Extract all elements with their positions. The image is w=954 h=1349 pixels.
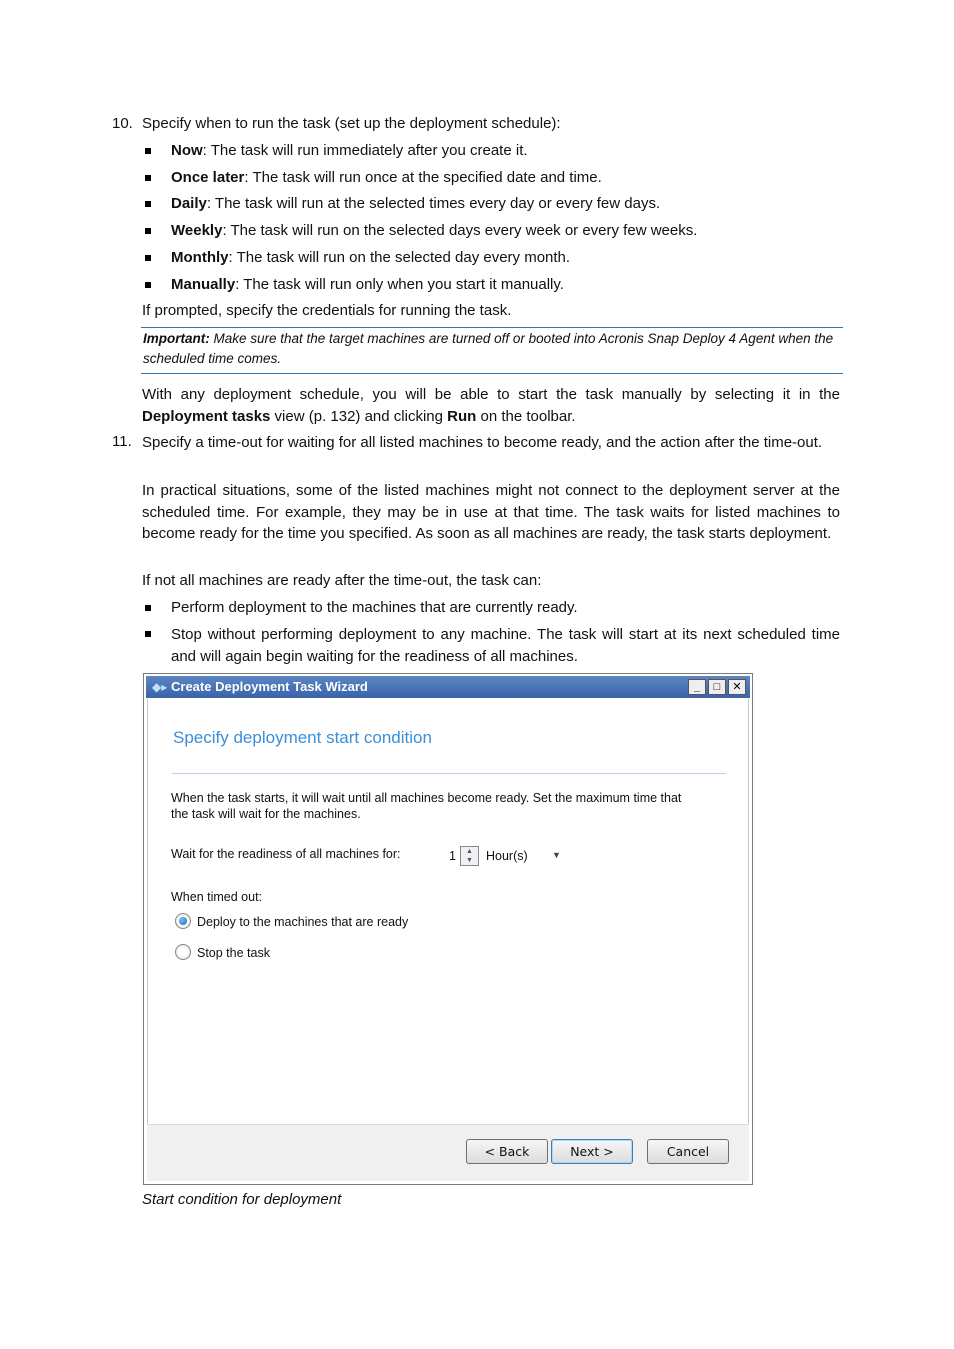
item11-text: Specify a time-out for waiting for all listed machines to become ready, and the action after the time-out. (142, 434, 823, 451)
title-bar[interactable] (146, 676, 750, 698)
schedule-paragraph: With any deployment schedule, you will be able to start the task manually by selecting it in the Deployment tasks view (p. 132) and clicking Run on the toolbar. (142, 386, 840, 425)
spin-down-icon[interactable]: ▼ (466, 857, 473, 864)
timeout-option-stop: Stop without performing deployment to any machine. The task will start at its next scheduled time and will again begin waiting for the readiness of all machines. (171, 626, 840, 665)
radio-stop-task[interactable] (175, 944, 191, 960)
item11-paragraph: In practical situations, some of the listed machines might not connect to the deployment server at the scheduled time. For example, they may be in use at that time. The task waits for listed machines to become ready for the time you specified. As soon as all machines are ready, the task starts deployment. (142, 482, 840, 542)
wait-value-input[interactable]: 1 (449, 849, 456, 863)
wizard-footer (147, 1124, 749, 1181)
window-title: Create Deployment Task Wizard (171, 679, 368, 694)
bullet-icon (145, 255, 151, 261)
radio-deploy-ready[interactable] (175, 913, 191, 929)
maximize-icon[interactable]: □ (708, 679, 726, 695)
figure-caption: Start condition for deployment (142, 1191, 342, 1208)
cancel-button[interactable]: Cancel (647, 1139, 729, 1164)
bullet-icon (145, 148, 151, 154)
spin-up-icon[interactable]: ▲ (466, 848, 473, 855)
option-manually: Manually: The task will run only when you start it manually. (171, 276, 564, 293)
radio-deploy-ready-label[interactable]: Deploy to the machines that are ready (197, 915, 409, 929)
wait-label: Wait for the readiness of all machines for: (171, 847, 401, 861)
bullet-icon (145, 228, 151, 234)
next-button[interactable]: Next > (551, 1139, 633, 1164)
minimize-icon[interactable]: _ (688, 679, 706, 695)
credentials-note: If prompted, specify the credentials for running the task. (142, 302, 512, 319)
bullet-icon (145, 282, 151, 288)
option-monthly: Monthly: The task will run on the selected day every month. (171, 249, 571, 266)
bullet-icon (145, 605, 151, 611)
option-now: Now: The task will run immediately after you create it. (171, 142, 528, 159)
bullet-icon (145, 201, 151, 207)
close-icon[interactable]: ✕ (728, 679, 746, 695)
back-button[interactable]: < Back (466, 1139, 548, 1164)
list-number: 10. (112, 115, 133, 132)
option-daily: Daily: The task will run at the selected times every day or every few days. (171, 195, 661, 212)
heading-divider (172, 773, 726, 774)
timeout-label: When timed out: (171, 890, 263, 904)
bullet-icon (145, 631, 151, 637)
timeout-option-deploy: Perform deployment to the machines that are currently ready. (171, 599, 578, 616)
description-line-2: the task will wait for the machines. (171, 807, 361, 821)
item10-text: Specify when to run the task (set up the deployment schedule): (142, 115, 561, 132)
wait-unit-select[interactable]: Hour(s) (486, 849, 528, 863)
important-note: Important: Make sure that the target machines are turned off or booted into Acronis Snap Deploy 4 Agent when the scheduled time comes. (141, 327, 843, 374)
option-weekly: Weekly: The task will run on the selected days every week or every few weeks. (171, 222, 698, 239)
wizard-heading: Specify deployment start condition (173, 728, 432, 747)
wait-spinner[interactable] (460, 846, 479, 866)
option-once-later: Once later: The task will run once at the specified date and time. (171, 169, 602, 186)
wizard-body (147, 699, 749, 1125)
list-number: 11. (112, 433, 132, 450)
wizard-dialog (143, 673, 753, 1185)
item11-lead: If not all machines are ready after the time-out, the task can: (142, 572, 542, 589)
app-icon: ◆▸ (152, 680, 168, 694)
bullet-icon (145, 175, 151, 181)
radio-stop-task-label[interactable]: Stop the task (197, 946, 270, 960)
description-line-1: When the task starts, it will wait until all machines become ready. Set the maximum time that (171, 791, 682, 805)
chevron-down-icon[interactable]: ▼ (552, 850, 561, 860)
